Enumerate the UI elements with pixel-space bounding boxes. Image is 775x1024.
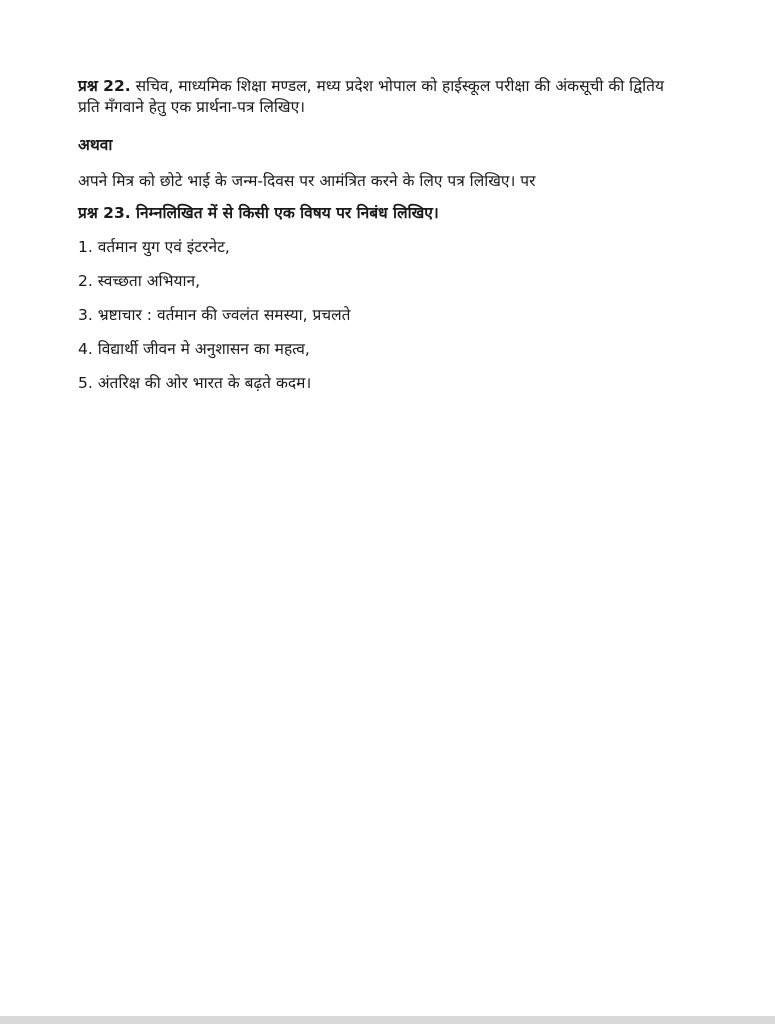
or-label: अथवा: [78, 136, 113, 154]
essay-topic: 2. स्वच्छता अभियान,: [78, 272, 200, 290]
essay-topic-list: [78, 236, 668, 394]
question-23: प्रश्न 23. निम्नलिखित में से किसी एक विषय पर निबंध लिखिए।: [78, 204, 439, 222]
essay-topic: 3. भ्रष्टाचार : वर्तमान की ज्वलंत समस्या, प्रचलते: [78, 306, 351, 324]
essay-topic: 1. वर्तमान युग एवं इंटरनेट,: [78, 238, 230, 256]
alternative-question: अपने मित्र को छोटे भाई के जन्म-दिवस पर आमंत्रित करने के लिए पत्र लिखिए। पर: [78, 172, 536, 190]
question-22-text: सचिव, माध्यमिक शिक्षा मण्डल, मध्य प्रदेश भोपाल को हाईस्कूल परीक्षा की अंकसूची की द्वितिय प्रति मँगवाने हेतु एक प्रार्थना-पत्र लिखिए।: [78, 77, 664, 116]
question-22: [78, 76, 668, 118]
page-bottom-edge: [0, 1016, 775, 1024]
essay-topic: 5. अंतरिक्ष की ओर भारत के बढ़ते कदम।: [78, 374, 312, 392]
document-content: [78, 76, 668, 394]
question-22-number: प्रश्न 22.: [78, 77, 131, 95]
essay-topic: 4. विद्यार्थी जीवन मे अनुशासन का महत्व,: [78, 340, 310, 358]
